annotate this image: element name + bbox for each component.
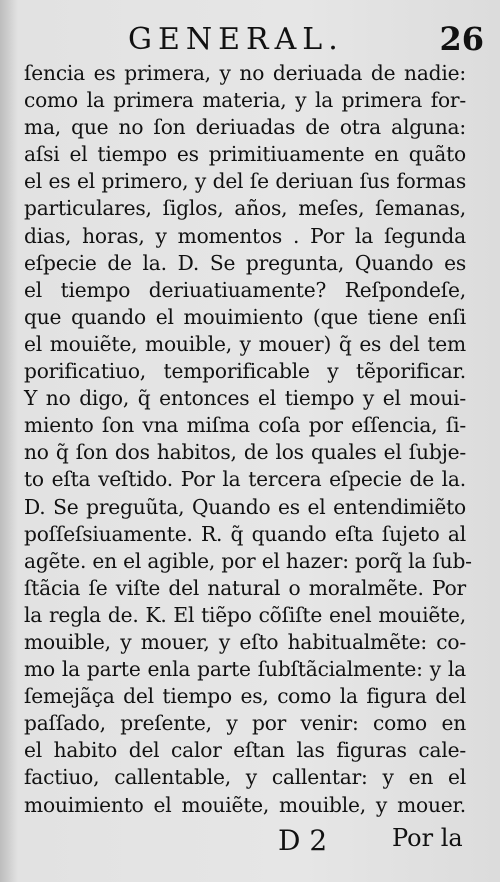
text-line: dias, horas, y momentos . Por la ſegunda [24, 223, 466, 248]
text-line: D. Se preguũta, Quando es el entendimiẽto [24, 494, 466, 519]
signature-mark: D 2 [278, 824, 328, 857]
text-line: mo la parte enla parte ſubſtãcialmente: y la [24, 657, 466, 682]
text-line: Y no digo, q̃ entonces el tiempo y el moui- [24, 386, 466, 411]
text-line: el tiempo deriuatiuamente? Reſpondeſe, [24, 277, 466, 302]
text-line: particulares, ſiglos, años, meſes, ſemanas, [24, 196, 466, 221]
text-line: ma, que no ſon deriuadas de otra alguna: [24, 115, 466, 140]
body-text [24, 60, 472, 819]
text-line: el habito del calor eſtan las figuras cale- [24, 738, 466, 763]
text-line: agẽte. en el agible, por el hazer: porq̃ la ſub- [24, 548, 472, 573]
text-line: poſſeſsiuamente. R. q̃ quando eſta ſujeto al [24, 521, 466, 546]
text-line: aſsi el tiempo es primitiuamente en quãto [24, 142, 466, 167]
text-line: como la primera materia, y la primera for- [24, 88, 466, 113]
text-line: to eſta veſtido. Por la tercera eſpecie de la. [24, 467, 466, 492]
text-line: ſemejãça del tiempo es, como la figura del [24, 684, 466, 709]
text-line: porificatiuo, temporificable y tẽporificar. [24, 359, 466, 384]
text-line: el es el primero, y del ſe deriuan ſus formas [24, 169, 466, 194]
text-line: ſtãcia ſe viſte del natural o moralmẽte. Por [24, 575, 466, 600]
text-line: la regla de. K. El tiẽpo cõſiſte enel mouiẽte, [24, 602, 466, 627]
catchword: Por la [392, 824, 463, 852]
text-line: no q̃ ſon dos habitos, de los quales el ſubje- [24, 440, 466, 465]
text-line: mouible, y mouer, y eſto habitualmẽte: co- [24, 629, 466, 654]
text-line: que quando el mouimiento (que tiene enſi [24, 304, 466, 329]
page-number: 26 [439, 20, 484, 58]
text-line: el mouiẽte, mouible, y mouer) q̃ es del tem [24, 331, 466, 356]
running-head [0, 20, 500, 60]
page-footer [0, 818, 500, 868]
text-line: mouimiento el mouiẽte, mouible, y mouer. [24, 792, 466, 817]
text-line: paſſado, preſente, y por venir: como en [24, 711, 466, 736]
text-line: miento ſon vna miſma coſa por eſſencia, ſi- [24, 413, 466, 438]
text-line: factiuo, callentable, y callentar: y en el [24, 765, 466, 790]
running-title: GENERAL. [128, 22, 344, 57]
text-line: eſpecie de la. D. Se pregunta, Quando es [24, 250, 466, 275]
text-line: ſencia es primera, y no deriuada de nadie: [24, 61, 466, 85]
